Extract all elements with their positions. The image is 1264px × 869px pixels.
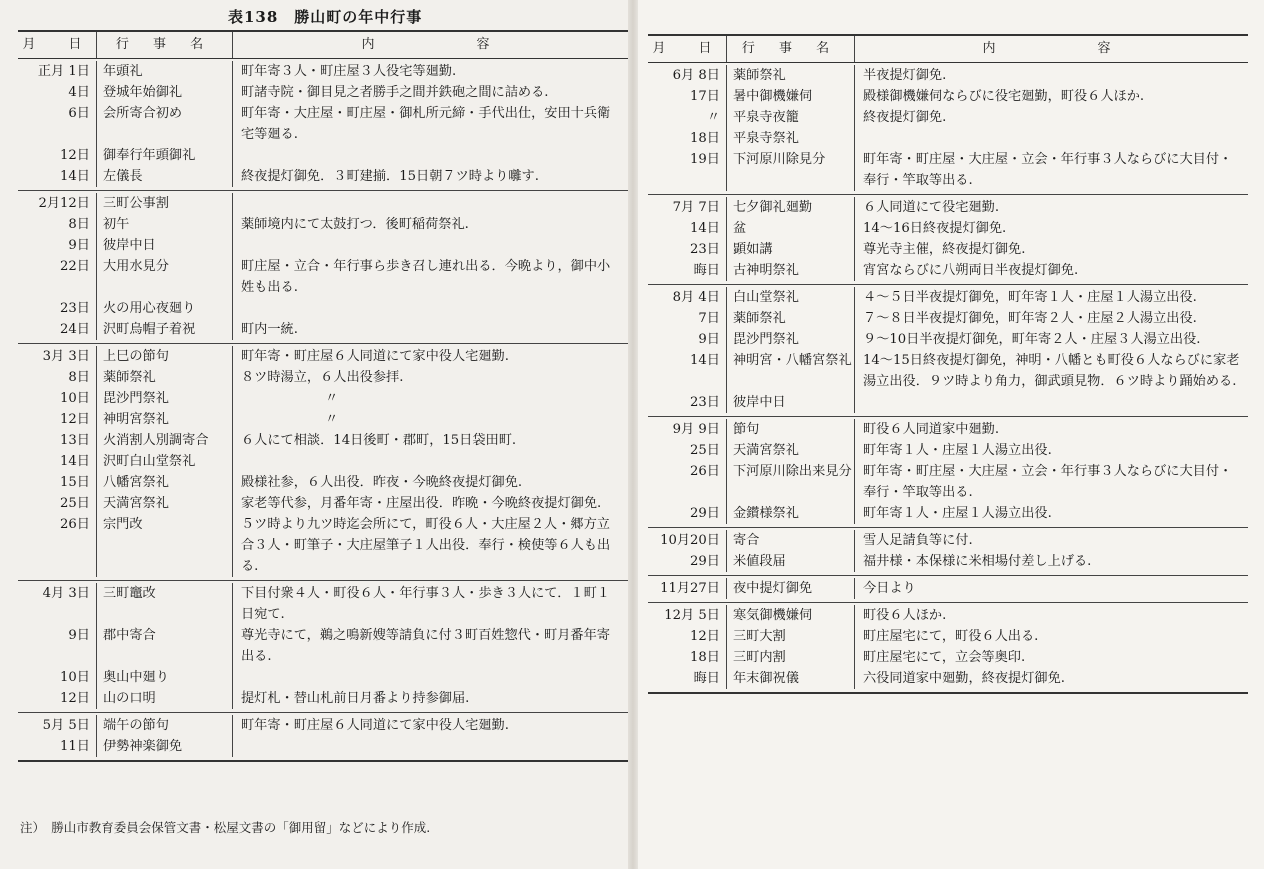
table-row <box>18 145 628 166</box>
content-cell: 町年寄・大庄屋・町庄屋・御札所元締・手代出仕，安田十兵衛宅等廻る. <box>232 103 628 145</box>
content-cell: ５ツ時より九ツ時迄会所にて，町役６人・大庄屋２人・郷方立合３人・町筆子・大庄屋筆子１人出役．奉行・検使等６人も出る. <box>232 514 628 577</box>
header-event: 行 事 名 <box>96 32 232 58</box>
date-cell: 9月 9日 <box>672 422 720 437</box>
date-cell: 23日 <box>690 395 720 410</box>
content-cell: ６人にて相談．14日後町・郡町，15日袋田町. <box>232 430 628 451</box>
event-cell: 薬師祭礼 <box>726 65 854 86</box>
table-row <box>18 409 628 430</box>
content-cell: 殿様御機嫌伺ならびに役宅廻勤，町役６人ほか. <box>854 86 1248 107</box>
table-row <box>18 493 628 514</box>
event-cell: 白山堂祭礼 <box>726 287 854 308</box>
date-cell: 4日 <box>68 85 90 100</box>
date-cell: 14日 <box>690 221 720 236</box>
event-cell: 伊勢神楽御免 <box>96 736 232 757</box>
date-cell: 7月 7日 <box>672 200 720 215</box>
event-cell: 御奉行年頭御礼 <box>96 145 232 166</box>
table-row <box>18 736 628 757</box>
date-cell: 12日 <box>60 412 90 427</box>
date-cell: 11月27日 <box>660 581 720 596</box>
event-cell: 金鑚様祭礼 <box>726 503 854 524</box>
content-cell: 福井様・本保様に米相場付差し上げる. <box>854 551 1248 572</box>
event-cell: 盆 <box>726 218 854 239</box>
date-cell: 29日 <box>690 506 720 521</box>
date-cell: 9日 <box>698 332 720 347</box>
content-cell: 町庄屋・立合・年行事ら歩き召し連れ出る．今晩より，御中小姓も出る. <box>232 256 628 298</box>
content-cell <box>232 145 628 166</box>
event-cell: 下河原川除出来見分 <box>726 461 854 503</box>
month-group <box>18 191 628 344</box>
content-cell <box>232 298 628 319</box>
content-cell: 提灯札・替山札前日月番より持参御届. <box>232 688 628 709</box>
event-cell: 天満宮祭礼 <box>726 440 854 461</box>
date-cell: 14日 <box>60 169 90 184</box>
content-cell: 家老等代参，月番年寄・庄屋出役．昨晩・今晩終夜提灯御免. <box>232 493 628 514</box>
content-cell: ８ツ時湯立，６人出役参拝. <box>232 367 628 388</box>
content-cell <box>232 193 628 214</box>
table-row <box>18 667 628 688</box>
content-cell: 町年寄・町庄屋６人同道にて家中役人宅廻勤. <box>232 715 628 736</box>
date-cell: 18日 <box>690 650 720 665</box>
table-row <box>648 260 1248 281</box>
event-cell: 寒気御機嫌伺 <box>726 605 854 626</box>
event-cell: 顕如講 <box>726 239 854 260</box>
table-row <box>648 626 1248 647</box>
table-row <box>18 214 628 235</box>
event-cell: 宗門改 <box>96 514 232 577</box>
date-cell: 12月 5日 <box>664 608 720 623</box>
content-cell: 町庄屋宅にて，立会等奥印. <box>854 647 1248 668</box>
table-row <box>648 419 1248 440</box>
event-cell: 火の用心夜廻り <box>96 298 232 319</box>
content-cell: 半夜提灯御免. <box>854 65 1248 86</box>
content-cell: 〃 <box>232 388 628 409</box>
content-cell: 町年寄１人・庄屋１人湯立出役. <box>854 440 1248 461</box>
content-cell: 町年寄３人・町庄屋３人役宅等廻勤. <box>232 61 628 82</box>
content-cell: 尊光寺にて，鵜之鳴新嫂等請負に付３町百姓惣代・町月番年寄出る. <box>232 625 628 667</box>
month-group <box>648 417 1248 528</box>
event-cell: 節句 <box>726 419 854 440</box>
table-row <box>648 350 1248 392</box>
table-title: 表138 勝山町の年中行事 <box>228 8 423 26</box>
content-cell: ４～５日半夜提灯御免，町年寄１人・庄屋１人湯立出役. <box>854 287 1248 308</box>
table-row <box>648 128 1248 149</box>
content-cell: 町年寄１人・庄屋１人湯立出役. <box>854 503 1248 524</box>
header-date: 月 日 <box>652 41 722 56</box>
date-cell: 17日 <box>690 89 720 104</box>
content-cell: 終夜提灯御免．３町建揃．15日朝７ツ時より囃す. <box>232 166 628 187</box>
table-row <box>18 688 628 709</box>
date-cell: 18日 <box>690 131 720 146</box>
table-row <box>648 605 1248 626</box>
date-cell: 11日 <box>60 739 90 754</box>
date-cell: 23日 <box>690 242 720 257</box>
content-cell: 町年寄・町庄屋６人同道にて家中役人宅廻勤. <box>232 346 628 367</box>
table-row <box>648 329 1248 350</box>
date-cell: 12日 <box>60 148 90 163</box>
content-cell: 今日より <box>854 578 1248 599</box>
month-group <box>18 581 628 713</box>
date-cell: 24日 <box>60 322 90 337</box>
date-cell: 8日 <box>68 370 90 385</box>
event-cell: 端午の節句 <box>96 715 232 736</box>
date-cell: 〃 <box>706 110 720 125</box>
content-cell: 宵宮ならびに八朔両日半夜提灯御免. <box>854 260 1248 281</box>
table-row <box>18 583 628 625</box>
header-content: 内 容 <box>232 32 628 58</box>
month-group <box>648 195 1248 285</box>
date-cell: 23日 <box>60 301 90 316</box>
date-cell: 14日 <box>690 353 720 368</box>
date-cell: 10日 <box>60 391 90 406</box>
event-cell: 三町竈改 <box>96 583 232 625</box>
date-cell: 正月 1日 <box>37 64 90 79</box>
date-cell: 10日 <box>60 670 90 685</box>
month-group <box>18 344 628 581</box>
table-row <box>648 287 1248 308</box>
month-group <box>18 713 628 760</box>
table-row <box>648 440 1248 461</box>
table-row <box>648 239 1248 260</box>
footnote: 注） 勝山市教育委員会保管文書・松屋文書の「御用留」などにより作成. <box>20 820 431 835</box>
event-cell: 神明宮・八幡宮祭礼 <box>726 350 854 392</box>
table-row <box>648 308 1248 329</box>
date-cell: 8月 4日 <box>672 290 720 305</box>
event-cell: 毘沙門祭礼 <box>96 388 232 409</box>
content-cell: ９～10日半夜提灯御免，町年寄２人・庄屋３人湯立出役. <box>854 329 1248 350</box>
date-cell: 12日 <box>690 629 720 644</box>
content-cell: 町年寄・町庄屋・大庄屋・立会・年行事３人ならびに大目付・奉行・竿取等出る. <box>854 461 1248 503</box>
date-cell: 晦日 <box>693 671 720 686</box>
content-cell: 町役６人同道家中廻勤. <box>854 419 1248 440</box>
table-row <box>648 107 1248 128</box>
event-cell: 毘沙門祭礼 <box>726 329 854 350</box>
event-cell: 古神明祭礼 <box>726 260 854 281</box>
date-cell: 晦日 <box>693 263 720 278</box>
date-cell: 7日 <box>698 311 720 326</box>
month-group <box>648 528 1248 576</box>
date-cell: 3月 3日 <box>42 349 90 364</box>
date-cell: 6日 <box>68 106 90 121</box>
table-row <box>648 551 1248 572</box>
table-row <box>18 82 628 103</box>
event-cell: 会所寄合初め <box>96 103 232 145</box>
date-cell: 29日 <box>690 554 720 569</box>
table-header <box>648 36 1248 63</box>
content-cell: 尊光寺主催，終夜提灯御免. <box>854 239 1248 260</box>
table-row <box>18 319 628 340</box>
date-cell: 8日 <box>68 217 90 232</box>
date-cell: 26日 <box>60 517 90 532</box>
date-cell: 12日 <box>60 691 90 706</box>
month-group <box>648 63 1248 195</box>
table-row <box>18 625 628 667</box>
content-cell <box>232 667 628 688</box>
event-cell: 平泉寺夜籠 <box>726 107 854 128</box>
content-cell: 六役同道家中廻勤，終夜提灯御免. <box>854 668 1248 689</box>
event-cell: 奥山中廻り <box>96 667 232 688</box>
table-row <box>648 65 1248 86</box>
event-cell: 彼岸中日 <box>726 392 854 413</box>
content-cell <box>854 392 1248 413</box>
date-cell: 22日 <box>60 259 90 274</box>
table-row <box>18 715 628 736</box>
content-cell: 雪人足請負等に付. <box>854 530 1248 551</box>
content-cell: 町諸寺院・御目見之者勝手之間并鉄砲之間に詰める. <box>232 82 628 103</box>
event-cell: 平泉寺祭礼 <box>726 128 854 149</box>
content-cell: 〃 <box>232 409 628 430</box>
date-cell: 25日 <box>690 443 720 458</box>
header-event: 行 事 名 <box>726 36 854 62</box>
date-cell: 2月12日 <box>38 196 90 211</box>
event-cell: 左儀長 <box>96 166 232 187</box>
event-cell: 登城年始御礼 <box>96 82 232 103</box>
event-cell: 沢町白山堂祭礼 <box>96 451 232 472</box>
table-row <box>18 367 628 388</box>
date-cell: 15日 <box>60 475 90 490</box>
content-cell: 終夜提灯御免. <box>854 107 1248 128</box>
event-cell: 初午 <box>96 214 232 235</box>
content-cell: 町庄屋宅にて，町役６人出る. <box>854 626 1248 647</box>
content-cell: 下目付衆４人・町役６人・年行事３人・歩き３人にて．１町１日宛て. <box>232 583 628 625</box>
table-row <box>648 530 1248 551</box>
content-cell: 14～16日終夜提灯御免. <box>854 218 1248 239</box>
month-group <box>648 576 1248 603</box>
date-cell: 9日 <box>68 628 90 643</box>
table-row <box>18 514 628 577</box>
content-cell <box>232 235 628 256</box>
event-cell: 八幡宮祭礼 <box>96 472 232 493</box>
date-cell: 10月20日 <box>660 533 720 548</box>
event-cell: 年頭礼 <box>96 61 232 82</box>
table-row <box>18 103 628 145</box>
event-cell: 七夕御礼廻勤 <box>726 197 854 218</box>
event-cell: 下河原川除見分 <box>726 149 854 191</box>
content-cell: ７～８日半夜提灯御免，町年寄２人・庄屋２人湯立出役. <box>854 308 1248 329</box>
content-cell: 町役６人ほか. <box>854 605 1248 626</box>
table-row <box>18 193 628 214</box>
date-cell: 6月 8日 <box>672 68 720 83</box>
content-cell: 薬師境内にて太鼓打つ．後町稲荷祭礼. <box>232 214 628 235</box>
table-row <box>18 430 628 451</box>
event-cell: 三町公事割 <box>96 193 232 214</box>
table-row <box>648 392 1248 413</box>
table-row <box>18 298 628 319</box>
date-cell: 19日 <box>690 152 720 167</box>
month-group <box>18 59 628 191</box>
table-row <box>18 451 628 472</box>
header-content: 内 容 <box>854 36 1248 62</box>
table-row <box>18 166 628 187</box>
date-cell: 14日 <box>60 454 90 469</box>
table-row <box>648 86 1248 107</box>
header-date: 月 日 <box>22 37 92 52</box>
event-cell: 郡中寄合 <box>96 625 232 667</box>
table-row <box>18 235 628 256</box>
event-cell: 山の口明 <box>96 688 232 709</box>
content-cell <box>232 736 628 757</box>
content-cell <box>854 128 1248 149</box>
table-row <box>18 61 628 82</box>
book-gutter <box>628 0 638 869</box>
date-cell: 5月 5日 <box>42 718 90 733</box>
events-table-right <box>648 34 1248 694</box>
table-row <box>648 503 1248 524</box>
event-cell: 神明宮祭礼 <box>96 409 232 430</box>
events-table-left <box>18 30 628 762</box>
content-cell: 14～15日終夜提灯御免，神明・八幡とも町役６人ならびに家老湯立出役．９ツ時より角力，御武頭見物．６ツ時より踊始める. <box>854 350 1248 392</box>
date-cell: 25日 <box>60 496 90 511</box>
date-cell: 4月 3日 <box>42 586 90 601</box>
content-cell: 町年寄・町庄屋・大庄屋・立会・年行事３人ならびに大目付・奉行・竿取等出る. <box>854 149 1248 191</box>
table-row <box>648 647 1248 668</box>
event-cell: 寄合 <box>726 530 854 551</box>
content-cell: ６人同道にて役宅廻勤. <box>854 197 1248 218</box>
table-row <box>648 578 1248 599</box>
month-group <box>648 603 1248 692</box>
table-row <box>18 346 628 367</box>
table-header <box>18 32 628 59</box>
table-row <box>648 461 1248 503</box>
event-cell: 上巳の節句 <box>96 346 232 367</box>
table-row <box>18 472 628 493</box>
event-cell: 火消割人別調寄合 <box>96 430 232 451</box>
event-cell: 三町大割 <box>726 626 854 647</box>
content-cell: 殿様社参，６人出役．昨夜・今晩終夜提灯御免. <box>232 472 628 493</box>
event-cell: 暑中御機嫌伺 <box>726 86 854 107</box>
event-cell: 夜中提灯御免 <box>726 578 854 599</box>
month-group <box>648 285 1248 417</box>
content-cell <box>232 451 628 472</box>
table-row <box>648 149 1248 191</box>
date-cell: 9日 <box>68 238 90 253</box>
event-cell: 三町内割 <box>726 647 854 668</box>
event-cell: 薬師祭礼 <box>96 367 232 388</box>
table-row <box>18 388 628 409</box>
event-cell: 大用水見分 <box>96 256 232 298</box>
table-row <box>648 197 1248 218</box>
event-cell: 年末御祝儀 <box>726 668 854 689</box>
event-cell: 天満宮祭礼 <box>96 493 232 514</box>
table-row <box>18 256 628 298</box>
table-row <box>648 668 1248 689</box>
table-row <box>648 218 1248 239</box>
event-cell: 彼岸中日 <box>96 235 232 256</box>
date-cell: 13日 <box>60 433 90 448</box>
date-cell: 26日 <box>690 464 720 479</box>
content-cell: 町内一統. <box>232 319 628 340</box>
event-cell: 米値段届 <box>726 551 854 572</box>
event-cell: 薬師祭礼 <box>726 308 854 329</box>
event-cell: 沢町烏帽子着祝 <box>96 319 232 340</box>
